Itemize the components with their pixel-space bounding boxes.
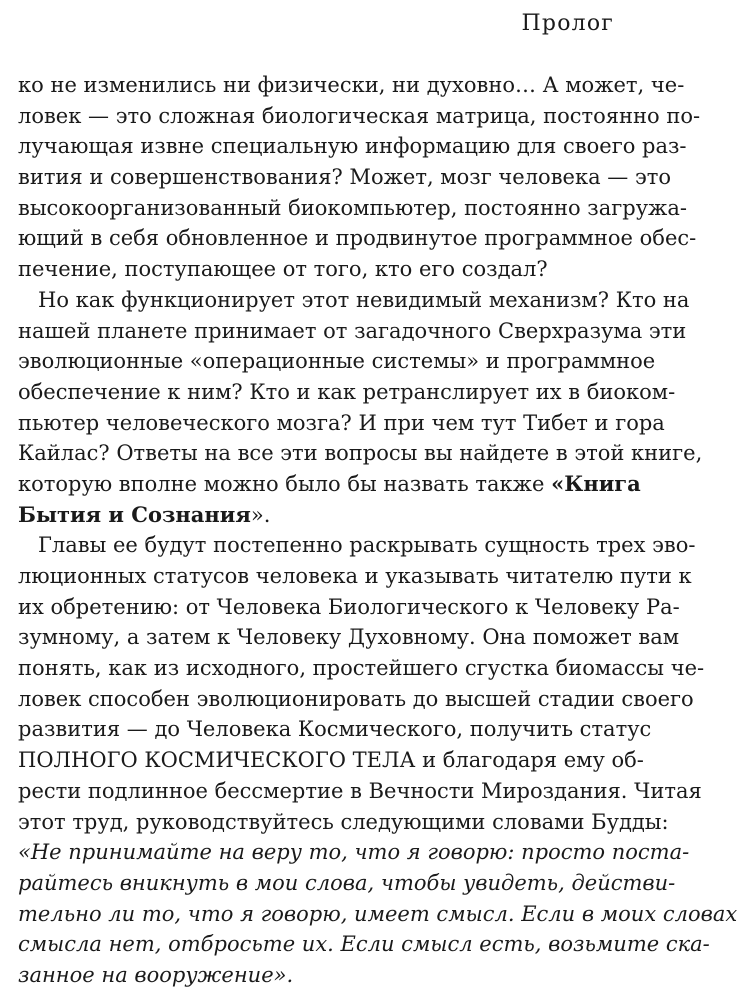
book-title-bold: Бытия и Сознания bbox=[18, 501, 251, 527]
book-title-bold: «Книга bbox=[551, 470, 641, 496]
text-line: печение, поступающее от того, кто его создал? bbox=[18, 257, 548, 282]
quote-line: «Не принимайте на веру то, что я говорю: просто поста- bbox=[18, 840, 690, 865]
text-line: Но как функционирует этот невидимый механизм? Кто на bbox=[38, 287, 690, 312]
text-line: эволюционные «операционные системы» и программное bbox=[18, 349, 656, 374]
text-line: Главы ее будут постепенно раскрывать сущность трех эво- bbox=[38, 533, 696, 558]
text-line: пьютер человеческого мозга? И при чем тут Тибет и гора bbox=[18, 410, 665, 435]
text-line-with-bold bbox=[18, 469, 641, 500]
text-line: их обретению: от Человека Биологического к Человеку Ра- bbox=[18, 594, 680, 619]
text-line: ловек — это сложная биологическая матрица, постоянно по- bbox=[18, 103, 701, 128]
text-line: рести подлинное бессмертие в Вечности Мироздания. Читая bbox=[18, 778, 702, 803]
text-fragment: ». bbox=[250, 502, 271, 527]
quote-line: тельно ли то, что я говорю, имеет смысл. Если в моих словах bbox=[18, 901, 737, 926]
text-line: ющий в себя обновленное и продвинутое программное обес- bbox=[18, 226, 697, 251]
text-line: этот труд, руководствуйтесь следующими словами Будды: bbox=[18, 809, 669, 834]
text-line: высокоорганизованный биокомпьютер, постоянно загружа- bbox=[18, 195, 687, 220]
text-line-with-bold bbox=[18, 500, 618, 531]
text-line: понять, как из исходного, простейшего сгустка биомассы че- bbox=[18, 656, 705, 681]
paragraph bbox=[18, 285, 703, 531]
paragraph bbox=[18, 70, 701, 285]
running-head-title: Пролог bbox=[521, 11, 614, 36]
text-line: обеспечение к ним? Кто и как ретранслирует их в биоком- bbox=[18, 379, 676, 404]
text-line: Кайлас? Ответы на все эти вопросы вы найдете в этой книге, bbox=[18, 441, 703, 466]
quote-line: смысла нет, отбросьте их. Если смысл есть, возьмите ска- bbox=[18, 932, 710, 957]
paragraph bbox=[18, 530, 737, 990]
text-line: вития и совершенствования? Может, мозг человека — это bbox=[18, 165, 671, 190]
page-body bbox=[18, 70, 737, 991]
text-line: ПОЛНОГО КОСМИЧЕСКОГО ТЕЛА и благодаря ему об- bbox=[18, 748, 644, 773]
text-line: лучающая извне специальную информацию для своего раз- bbox=[18, 134, 687, 159]
quote-line: райтесь вникнуть в мои слова, чтобы увидеть, действи- bbox=[18, 870, 676, 895]
text-line: люционных статусов человека и указывать читателю пути к bbox=[18, 564, 692, 588]
quote-line: занное на вооружение». bbox=[18, 962, 294, 987]
text-line: зумному, а затем к Человеку Духовному. Она поможет вам bbox=[18, 625, 680, 650]
text-line: нашей планете принимает от загадочного Сверхразума эти bbox=[18, 318, 687, 343]
text-line: ко не изменились ни физически, ни духовно… А может, че- bbox=[18, 73, 685, 97]
text-line: развития — до Человека Космического, получить статус bbox=[18, 717, 652, 742]
text-fragment: которую вполне можно было бы назвать также bbox=[18, 471, 545, 496]
text-line: ловек способен эволюционировать до высшей стадии своего bbox=[18, 686, 694, 711]
